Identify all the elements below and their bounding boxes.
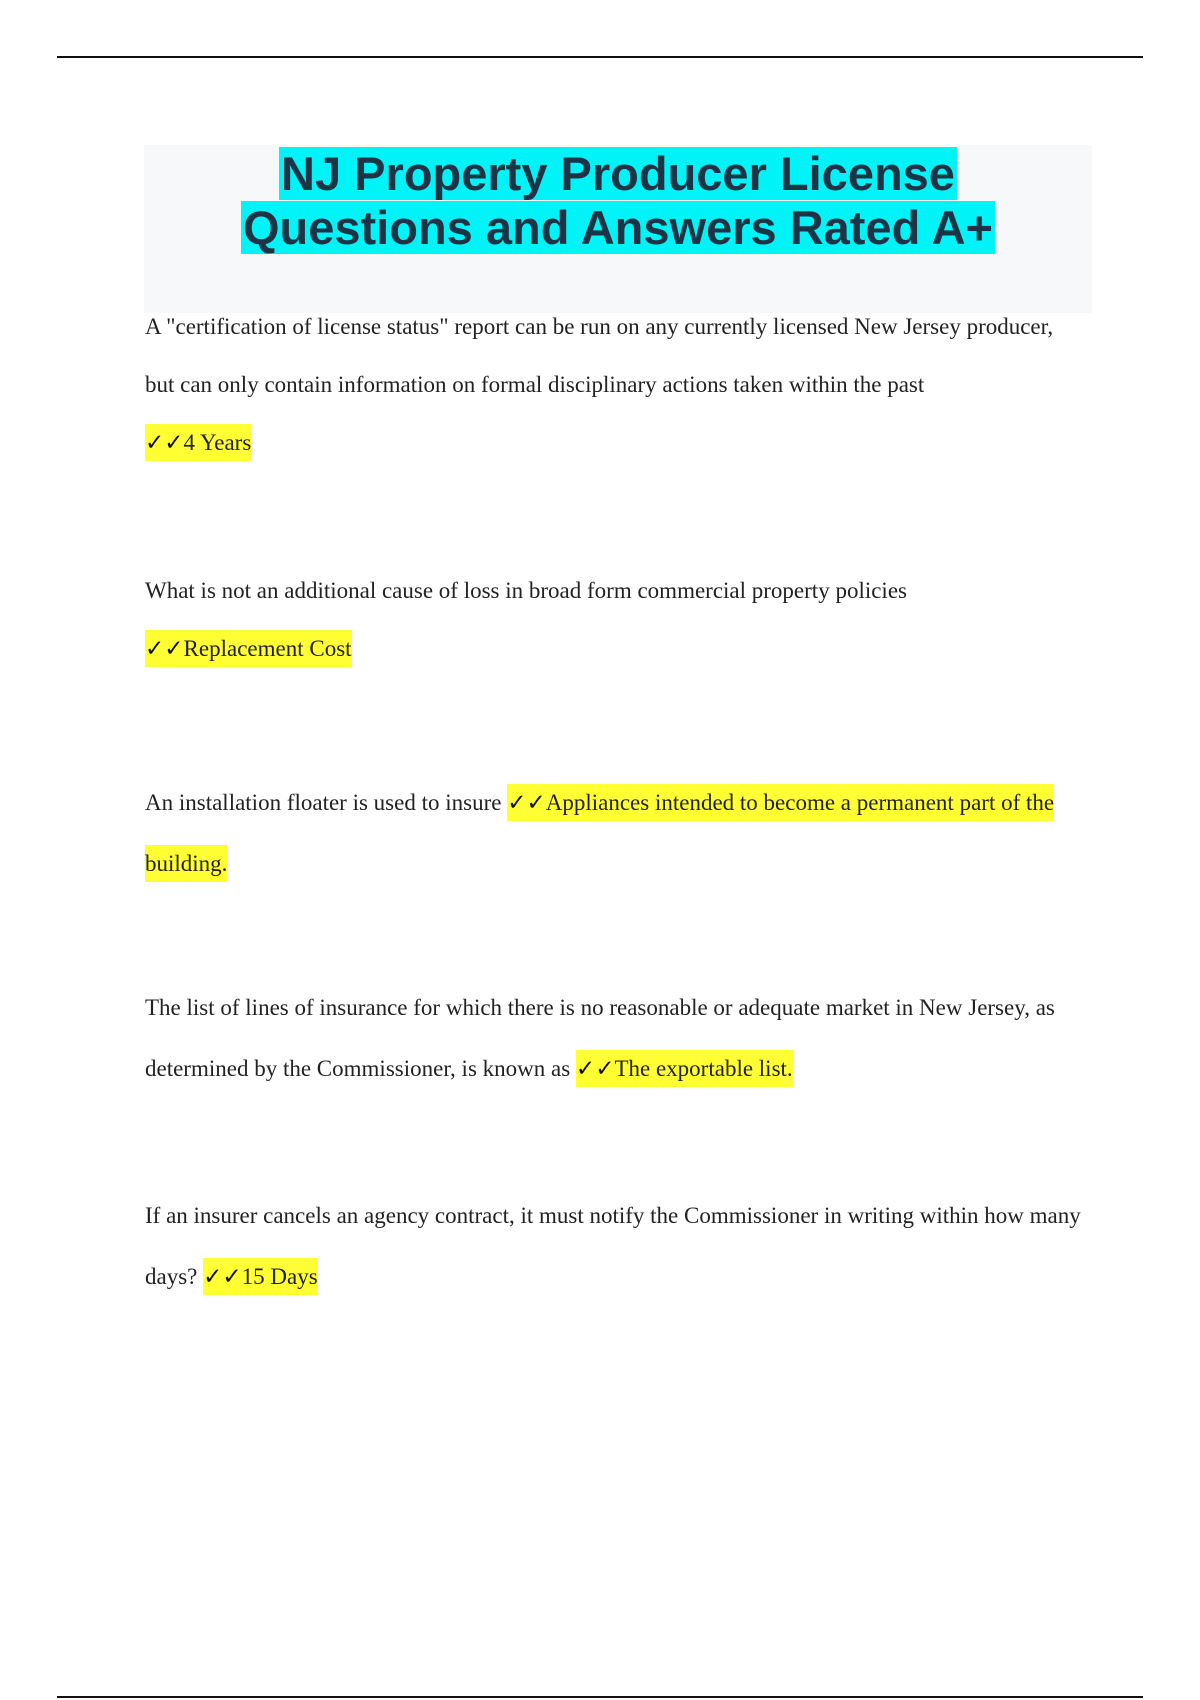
answer-text: 4 Years — [183, 430, 252, 455]
question-text: An installation floater is used to insure — [145, 790, 502, 815]
question-text: The list of lines of insurance for which there is no reasonable or adequate market in New Jersey, as determined by the Commissioner, is known as — [145, 995, 1055, 1081]
qa-item-3 — [145, 772, 1085, 894]
question-text: If an insurer cancels an agency contract, it must notify the Commissioner in writing within how many days? — [145, 1203, 1081, 1289]
question-answer-text — [145, 772, 1085, 894]
question-text: A "certification of license status" report can be run on any currently licensed New Jersey producer, but can only contain information on formal disciplinary actions taken within the past — [145, 314, 1054, 397]
qa-item-5 — [145, 1185, 1085, 1307]
bottom-rule — [57, 1696, 1143, 1698]
answer-text: The exportable list. — [614, 1056, 793, 1081]
answer-text: Appliances intended to become a permanent part of the building. — [145, 790, 1055, 876]
answer-line — [145, 414, 1085, 472]
double-check-icon: ✓✓ — [145, 430, 184, 455]
double-check-icon: ✓✓ — [203, 1264, 242, 1289]
answer-highlight — [145, 630, 352, 667]
page-title-line-1: NJ Property Producer License — [281, 147, 955, 200]
answer-text: Replacement Cost — [183, 636, 352, 661]
double-check-icon: ✓✓ — [575, 1056, 615, 1081]
question-answer-text — [145, 1185, 1085, 1307]
answer-text: 15 Days — [241, 1264, 318, 1289]
qa-item-1 — [145, 298, 1085, 472]
qa-item-4 — [145, 977, 1085, 1099]
answer-line — [145, 620, 1085, 678]
title-block — [144, 145, 1092, 313]
qa-item-2 — [145, 562, 1085, 678]
top-rule — [57, 56, 1143, 58]
answer-highlight — [203, 1258, 318, 1295]
answer-highlight — [145, 424, 251, 461]
question-text: What is not an additional cause of loss in broad form commercial property policies — [145, 578, 907, 603]
double-check-icon: ✓✓ — [145, 636, 184, 661]
answer-highlight — [576, 1050, 793, 1087]
question-answer-text — [145, 977, 1085, 1099]
double-check-icon: ✓✓ — [507, 790, 546, 815]
page-title-line-2: Questions and Answers Rated A+ — [242, 201, 993, 254]
